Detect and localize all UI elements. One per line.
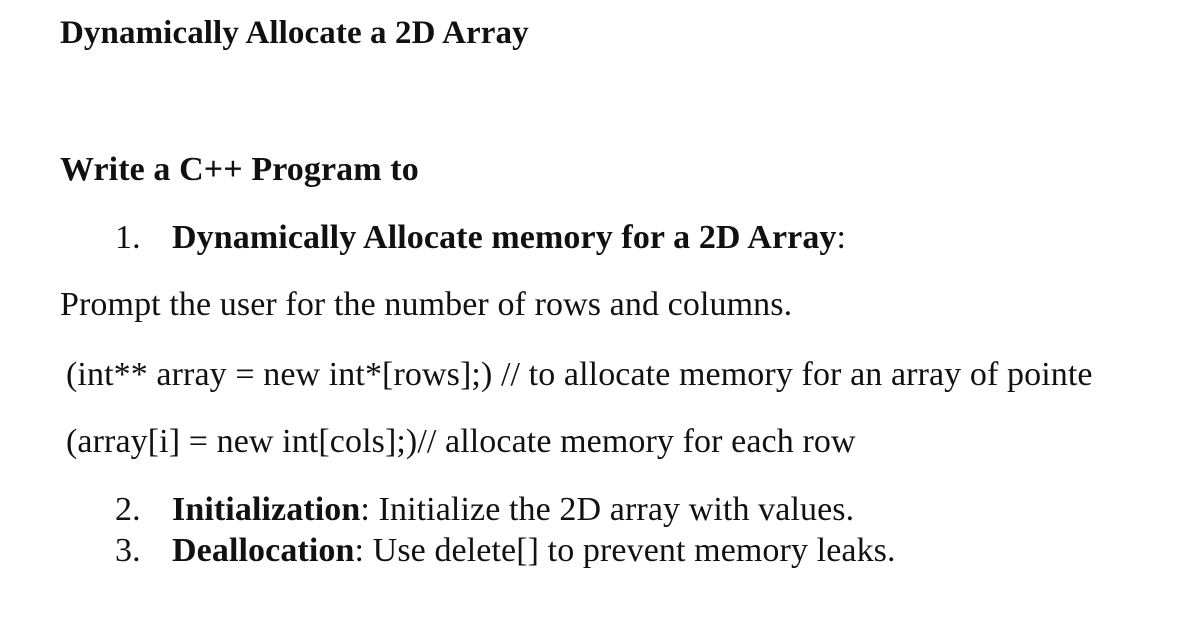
step-text: : Use delete[] to prevent memory leaks. <box>354 532 896 569</box>
step-text: : <box>836 219 847 256</box>
list-item-step-2 <box>115 490 854 530</box>
list-number: 3. <box>115 532 141 569</box>
list-number: 2. <box>115 491 141 528</box>
list-number: 1. <box>115 219 141 256</box>
step-label: Dynamically Allocate memory for a 2D Array <box>172 219 837 256</box>
step-label: Initialization <box>172 491 361 528</box>
code-line-allocate-pointers: (int** array = new int*[rows];) // to allocate memory for an array of pointe <box>66 356 1093 393</box>
prompt-paragraph: Prompt the user for the number of rows and columns. <box>60 286 793 323</box>
step-label: Deallocation <box>172 532 355 569</box>
section-heading: Write a C++ Program to <box>60 151 419 188</box>
list-item-step-3 <box>115 531 896 571</box>
list-item-step-1 <box>115 218 846 258</box>
code-line-allocate-rows: (array[i] = new int[cols];)// allocate memory for each row <box>66 423 856 460</box>
document-title: Dynamically Allocate a 2D Array <box>60 15 529 51</box>
step-text: : Initialize the 2D array with values. <box>360 491 855 528</box>
